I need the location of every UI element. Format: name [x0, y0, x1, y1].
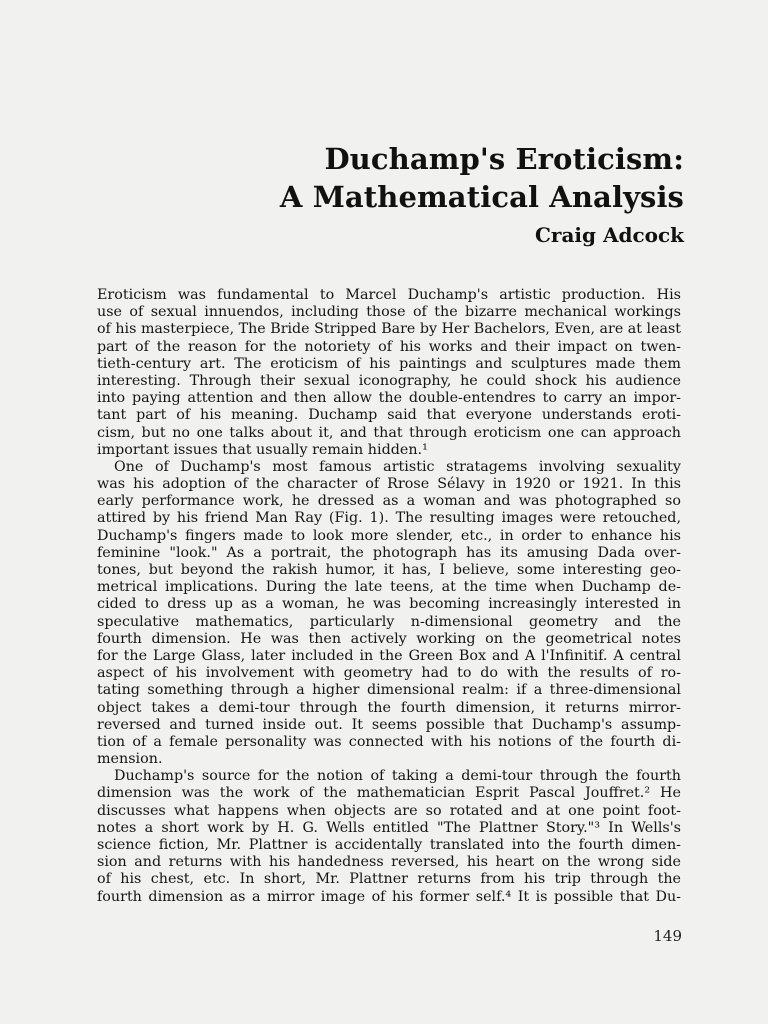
- text-line: One of Duchamp's most famous artistic stratagems involving sexuality: [114, 458, 681, 475]
- text-line: tion of a female personality was connected with his notions of the fourth di-: [97, 733, 681, 750]
- text-line: was his adoption of the character of Rrose Sélavy in 1920 or 1921. In this: [97, 476, 681, 493]
- text-line: feminine "look." As a portrait, the photograph has its amusing Dada over-: [97, 544, 681, 561]
- author-name: Craig Adcock: [534, 223, 684, 247]
- text-line: reversed and turned inside out. It seems possible that Duchamp's assump-: [97, 716, 681, 733]
- text-line: aspect of his involvement with geometry had to do with the results of ro-: [97, 665, 681, 682]
- text-line: sion and returns with his handedness reversed, his heart on the wrong side: [97, 854, 681, 871]
- text-line: early performance work, he dressed as a woman and was photographed so: [97, 493, 681, 510]
- text-line: Eroticism was fundamental to Marcel Duchamp's artistic production. His: [97, 287, 681, 303]
- text-line: use of sexual innuendos, including those of the bizarre mechanical workings: [97, 304, 681, 321]
- text-line: tant part of his meaning. Duchamp said that everyone understands eroti-: [97, 407, 681, 424]
- text-line: interesting. Through their sexual iconography, he could shock his audience: [97, 372, 681, 389]
- text-line: attired by his friend Man Ray (Fig. 1). The resulting images were retouched,: [97, 510, 681, 527]
- text-line: speculative mathematics, particularly n-dimensional geometry and the: [97, 613, 681, 630]
- text-line: discusses what happens when objects are so rotated and at one point foot-: [97, 802, 681, 819]
- text-line: science fiction, Mr. Plattner is accidentally translated into the fourth dimen-: [97, 837, 681, 853]
- text-line: metrical implications. During the late teens, at the time when Duchamp de-: [97, 579, 681, 596]
- text-line: part of the reason for the notoriety of his works and their impact on twen-: [97, 338, 681, 355]
- text-line: of his chest, etc. In short, Mr. Plattner returns from his trip through the: [97, 871, 681, 888]
- text-line: notes a short work by H. G. Wells entitled "The Plattner Story."³ In Wells's: [97, 819, 681, 836]
- text-line: for the Large Glass, later included in the Green Box and A l'Infinitif. A central: [97, 647, 681, 664]
- text-line: cided to dress up as a woman, he was becoming increasingly interested in: [97, 596, 681, 613]
- text-line: Duchamp's fingers made to look more slender, etc., in order to enhance his: [97, 527, 681, 544]
- text-line: Duchamp's source for the notion of taking a demi-tour through the fourth: [114, 768, 681, 785]
- text-line: dimension was the work of the mathematician Esprit Pascal Jouffret.² He: [97, 785, 681, 802]
- text-line: tating something through a higher dimensional realm: if a three-dimensional: [97, 682, 681, 699]
- text-line: fourth dimension. He was then actively working on the geometrical notes: [97, 630, 681, 647]
- page-number: 149: [653, 927, 682, 945]
- article-body: [97, 287, 681, 906]
- title-block: [280, 140, 684, 248]
- text-line: of his masterpiece, The Bride Stripped Bare by Her Bachelors, Even, are at least: [97, 321, 681, 338]
- text-line: object takes a demi-tour through the fourth dimension, it returns mirror-: [97, 699, 681, 716]
- article-title-line-1: Duchamp's Eroticism:: [324, 142, 684, 176]
- text-line: cism, but no one talks about it, and that through eroticism one can approach: [97, 424, 681, 441]
- text-line: into paying attention and then allow the double-entendres to carry an impor-: [97, 390, 681, 407]
- text-line: tones, but beyond the rakish humor, it has, I believe, some interesting geo-: [97, 562, 681, 578]
- text-line: important issues that usually remain hidden.¹: [97, 441, 428, 458]
- text-line: tieth-century art. The eroticism of his paintings and sculptures made them: [97, 355, 681, 372]
- text-line: mension.: [97, 751, 163, 768]
- text-line: fourth dimension as a mirror image of his former self.⁴ It is possible that Du-: [97, 888, 681, 905]
- article-title-line-2: A Mathematical Analysis: [279, 180, 684, 214]
